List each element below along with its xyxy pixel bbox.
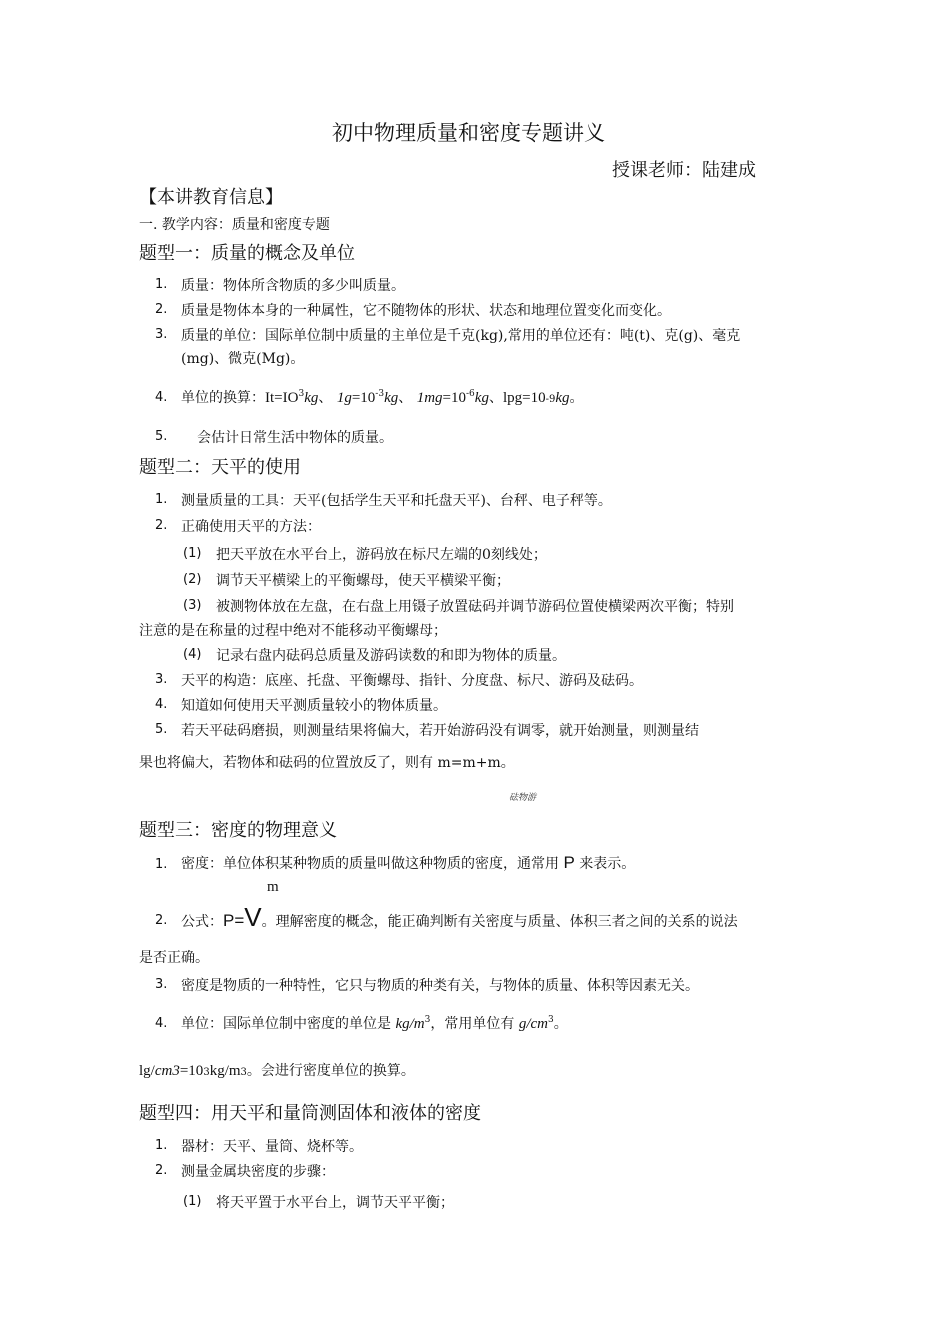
sub-number: (2): [183, 572, 202, 587]
list-item: 测量质量的工具：天平(包括学生天平和托盘天平)、台秤、电子秤等。: [181, 493, 612, 509]
sub-number: (3): [183, 598, 202, 613]
list-number: 1.: [155, 1138, 168, 1153]
section-2-heading: 题型二：天平的使用: [139, 457, 301, 478]
list-number: 4.: [155, 697, 168, 712]
superscript: 3: [424, 1015, 431, 1025]
list-item: 正确使用天平的方法：: [181, 519, 321, 535]
list-item: 质量的单位：国际单位制中质量的主单位是千克(kg),常用的单位还有：吨(t)、克(g)、毫克: [181, 328, 741, 344]
definition-end: 来表示。: [579, 856, 636, 872]
list-number: 5.: [155, 429, 168, 444]
list-item: 会估计日常生活中物体的质量。: [197, 430, 393, 446]
list-number: 5.: [155, 722, 168, 737]
list-item-continuation: (mg)、微克(Mg)。: [181, 351, 305, 367]
density-definition: 密度：单位体积某种物质的质量叫做这种物质的密度，通常用: [181, 856, 559, 872]
conv-exponent: 3: [203, 1067, 210, 1078]
list-number: 2.: [155, 913, 168, 928]
sub-number: (4): [183, 647, 202, 662]
list-number: 2.: [155, 302, 168, 317]
unit-kg-per-m3: kg/m: [395, 1016, 425, 1032]
unit-kg: kg: [474, 390, 489, 406]
formula-rho: P=: [223, 911, 245, 930]
unit-mid: ，常用单位有: [430, 1016, 515, 1032]
formula-volume: V: [244, 902, 262, 932]
density-conversion-line: [139, 1060, 415, 1080]
sub-item: 将天平置于水平台上，调节天平平衡；: [216, 1195, 454, 1211]
conv-part: lg/: [139, 1063, 155, 1079]
unit-kg: kg: [555, 390, 570, 406]
list-number: 1.: [155, 277, 168, 292]
superscript: -6: [466, 389, 475, 399]
subscript-note: 砝物游: [509, 793, 537, 803]
list-item: 质量是物体本身的一种属性，它不随物体的形状、状态和地理位置变化而变化。: [181, 303, 671, 319]
exponent: -9: [545, 394, 556, 405]
superscript: 3: [547, 1015, 554, 1025]
list-item: [181, 853, 635, 873]
sub-item: 调节天平横梁上的平衡螺母，使天平横梁平衡；: [216, 573, 510, 589]
list-item: 天平的构造：底座、托盘、平衡螺母、指针、分度盘、标尺、游码及砝码。: [181, 673, 643, 689]
sub-number: (1): [183, 546, 202, 561]
superscript: -3: [375, 389, 385, 399]
list-number: 3.: [155, 672, 168, 687]
period: 。: [553, 1016, 568, 1032]
separator: 、: [398, 390, 413, 406]
list-item-continuation: 是否正确。: [139, 950, 209, 966]
conversion-ton: It=IO: [265, 390, 299, 406]
sub-number: (1): [183, 1194, 202, 1209]
superscript: 3: [298, 389, 305, 399]
list-number: 1.: [155, 492, 168, 507]
equals-ten: =10: [351, 390, 376, 406]
document-title: 初中物理质量和密度专题讲义: [332, 121, 605, 145]
density-symbol: P: [563, 853, 575, 872]
list-number: 2.: [155, 1163, 168, 1178]
list-number: 4.: [155, 390, 168, 405]
list-number: 3.: [155, 327, 168, 342]
sub-item: 被测物体放在左盘，在右盘上用镊子放置砝码并调节游码位置使横梁两次平衡；特别: [216, 599, 734, 615]
list-item: 质量：物体所含物质的多少叫质量。: [181, 278, 405, 294]
period: 。: [569, 390, 584, 406]
list-number: 2.: [155, 518, 168, 533]
list-item: 测量金属块密度的步骤：: [181, 1164, 335, 1180]
section-4-heading: 题型四：用天平和量筒测固体和液体的密度: [139, 1103, 481, 1124]
list-number: 4.: [155, 1016, 168, 1031]
unit-kg: kg: [304, 390, 319, 406]
density-formula-line: [181, 902, 738, 933]
formula-prefix: 公式：: [181, 914, 223, 930]
sub-item: 记录右盘内砝码总质量及游码读数的和即为物体的质量。: [216, 648, 566, 664]
list-item-continuation: 果也将偏大，若物体和砝码的位置放反了，则有 m=m+m。: [139, 755, 515, 771]
conv-text: 。会进行密度单位的换算。: [246, 1063, 415, 1079]
equals-ten: =10: [442, 390, 466, 406]
unit-kg: kg: [384, 390, 399, 406]
list-number: 1.: [155, 857, 168, 872]
conv-part: =10: [179, 1063, 204, 1079]
list-item: 知道如何使用天平测质量较小的物体质量。: [181, 698, 447, 714]
sub-item-continuation: 注意的是在称量的过程中绝对不能移动平衡螺母；: [139, 623, 447, 639]
conversion-microgram: lpg=10: [502, 390, 546, 406]
conv-part: kg/m: [209, 1063, 241, 1079]
list-item: 若天平砝码磨损，则测量结果将偏大，若开始游码没有调零，就开始测量，则测量结: [181, 723, 699, 739]
section-1-heading: 题型一：质量的概念及单位: [139, 243, 355, 264]
sub-item: 把天平放在水平台上，游码放在标尺左端的0刻线处；: [216, 547, 547, 563]
conversion-milligram: 1mg: [416, 390, 443, 406]
section-3-heading: 题型三：密度的物理意义: [139, 820, 337, 841]
conv-exponent: 3: [240, 1067, 247, 1078]
list-item: 密度是物质的一种特性，它只与物质的种类有关，与物体的质量、体积等因素无关。: [181, 978, 699, 994]
list-number: 3.: [155, 977, 168, 992]
conversion-prefix: 单位的换算：: [181, 390, 265, 406]
separator: 、: [318, 390, 333, 406]
formula-numerator: m: [267, 879, 279, 895]
teacher-line: 授课老师：陆建成: [612, 160, 756, 181]
density-unit-line: [181, 1013, 568, 1033]
unit-conversion-line: [181, 387, 584, 407]
conversion-gram: 1g: [336, 390, 352, 406]
conv-part: cm3: [154, 1063, 180, 1079]
unit-prefix: 单位：国际单位制中密度的单位是: [181, 1016, 391, 1032]
list-item: 器材：天平、量筒、烧杯等。: [181, 1139, 363, 1155]
teaching-content: 一. 教学内容：质量和密度专题: [139, 217, 330, 233]
formula-text: 。理解密度的概念，能正确判断有关密度与质量、体积三者之间的关系的说法: [261, 914, 738, 930]
info-heading: 【本讲教育信息】: [139, 187, 283, 208]
unit-g-per-cm3: g/cm: [518, 1016, 548, 1032]
separator: 、: [488, 390, 503, 406]
